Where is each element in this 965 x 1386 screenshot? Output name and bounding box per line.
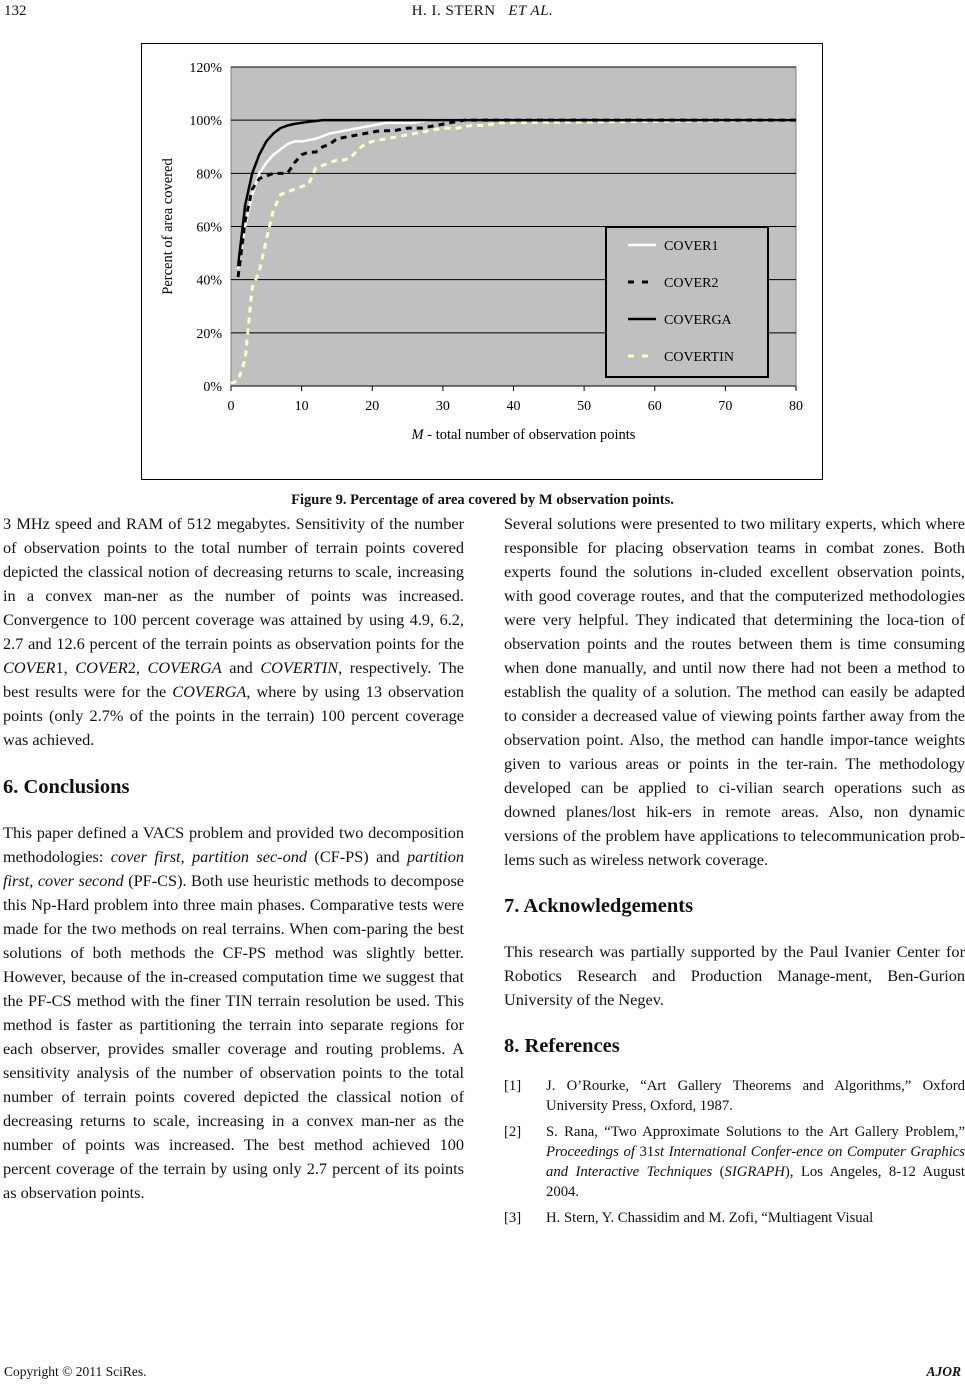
- x-tick-label: 80: [789, 399, 803, 414]
- x-tick-label: 50: [577, 399, 592, 414]
- x-tick-label: 0: [227, 399, 235, 414]
- conclusions-paragraph: This paper defined a VACS problem and provided two decomposition methodologies: cover first, partition sec-ond (CF-PS) and partition first, cover second (PF-CS). Both use heuristic methods to decompose this Np-Hard problem into three main phases. Comparative tests were made for the two methods on real terrains. When com-paring the best solutions of both methods the CF-PS method was slightly better. However, because of the in-creased computation time we suggest that the PF-CS method with the finer TIN terrain resolution be used. This method is faster as partitioning the terrain into separate regions for each observer, provides smaller coverage and routing problems. A sensitivity analysis of the number of observation points to the total number of terrain points covered depicted the classical notion of decreasing returns to scale, increasing in a convex man-ner as the number of points was increased. The best method achieved 100 percent coverage of the terrain by using only 2.7 percent of its points as observation points.: [3, 823, 465, 1202]
- legend-label: COVER1: [664, 239, 719, 254]
- footer-journal: AJOR: [926, 1364, 961, 1379]
- left-column: [3, 512, 464, 1205]
- figure-9: [141, 43, 823, 480]
- reference-item: [2] S. Rana, “Two Approximate Solutions to the Art Gallery Problem,” Proceedings of 31st International Confer-ence on Computer Graphics and Interactive Techniques (SIGRAPH), Los Angeles, 8-12 August 2004.: [504, 1124, 965, 1200]
- figure-caption: Figure 9. Percentage of area covered by M observation points.: [291, 492, 674, 508]
- legend-label: COVERGA: [664, 313, 732, 328]
- legend-label: COVERTIN: [664, 350, 734, 365]
- x-tick-label: 60: [647, 399, 662, 414]
- y-tick-label: 40%: [196, 273, 222, 289]
- heading-references: 8. References: [504, 1035, 620, 1057]
- x-tick-label: 30: [435, 399, 450, 414]
- page-number: 132: [4, 3, 27, 19]
- y-tick-label: 80%: [196, 167, 222, 183]
- experts-paragraph: Several solutions were presented to two military experts, which where responsible for placing observation teams in combat zones. Both experts found the solutions in-cluded excellent observation points, with good coverage routes, and that the computerized methodologies were very helpful. They indicated that determining the loca-tion of observation points and the routes between them is time consuming when done manually, and until now there had not been a method to establish the quality of a solution. The method can easily be adapted to consider a decreased value of viewing points farther away from the observation point. Also, the method can handle impor-tance weights given to various areas or points in the ter-rain. The methodology developed can be applied to ci-vilian search operations such as downed planes/lost hik-ers in remote areas. Also, non dynamic versions of the problem have applications to telecommunication prob-lems such as wireless network coverage.: [504, 514, 965, 869]
- x-axis-label: M - total number of observation points: [411, 427, 636, 443]
- x-tick-label: 10: [294, 399, 309, 414]
- x-tick-label: 70: [718, 399, 733, 414]
- results-paragraph: 3 MHz speed and RAM of 512 megabytes. Sensitivity of the number of observation points to the total number of terrain points covered depicted the classical notion of decreasing returns to scale, increasing in a convex man-ner as the number of points was increased. Convergence to 100 percent coverage was attained by using 4.9, 6.2, 2.7 and 12.6 percent of the terrain points as observation points for the COVER1, COVER2, COVERGA and COVERTIN, respectively. The best results were for the COVERGA, where by using 13 observation points (only 2.7% of the points in the terrain) 100 percent coverage was achieved.: [3, 514, 465, 749]
- y-tick-label: 20%: [196, 326, 222, 342]
- x-tick-label: 40: [506, 399, 521, 414]
- coverage-chart: [142, 44, 822, 479]
- reference-item: [1] J. O’Rourke, “Art Gallery Theorems and Algorithms,” Oxford University Press, Oxford, 1987.: [504, 1078, 965, 1114]
- y-tick-label: 100%: [189, 114, 222, 130]
- y-tick-label: 0%: [203, 380, 222, 395]
- right-column: [504, 512, 965, 1228]
- heading-acknowledgements: 7. Acknowledgements: [504, 895, 694, 917]
- y-tick-label: 60%: [196, 220, 222, 236]
- running-head-etal: ET AL.: [508, 3, 554, 19]
- y-tick-label: 120%: [189, 61, 222, 76]
- acknowledgements-paragraph: This research was partially supported by the Paul Ivanier Center for Robotics Research and Production Manage-ment, Ben-Gurion University of the Negev.: [504, 942, 965, 1009]
- y-axis-label: Percent of area covered: [160, 158, 176, 295]
- reference-item: [3] H. Stern, Y. Chassidim and M. Zofi, “Multiagent Visual: [504, 1210, 874, 1226]
- running-head: [0, 3, 965, 20]
- running-head-authors: H. I. STERN: [411, 3, 496, 19]
- x-tick-label: 20: [365, 399, 380, 414]
- footer-copyright: Copyright © 2011 SciRes.: [4, 1364, 147, 1379]
- heading-conclusions: 6. Conclusions: [3, 776, 130, 798]
- legend-label: COVER2: [664, 276, 719, 291]
